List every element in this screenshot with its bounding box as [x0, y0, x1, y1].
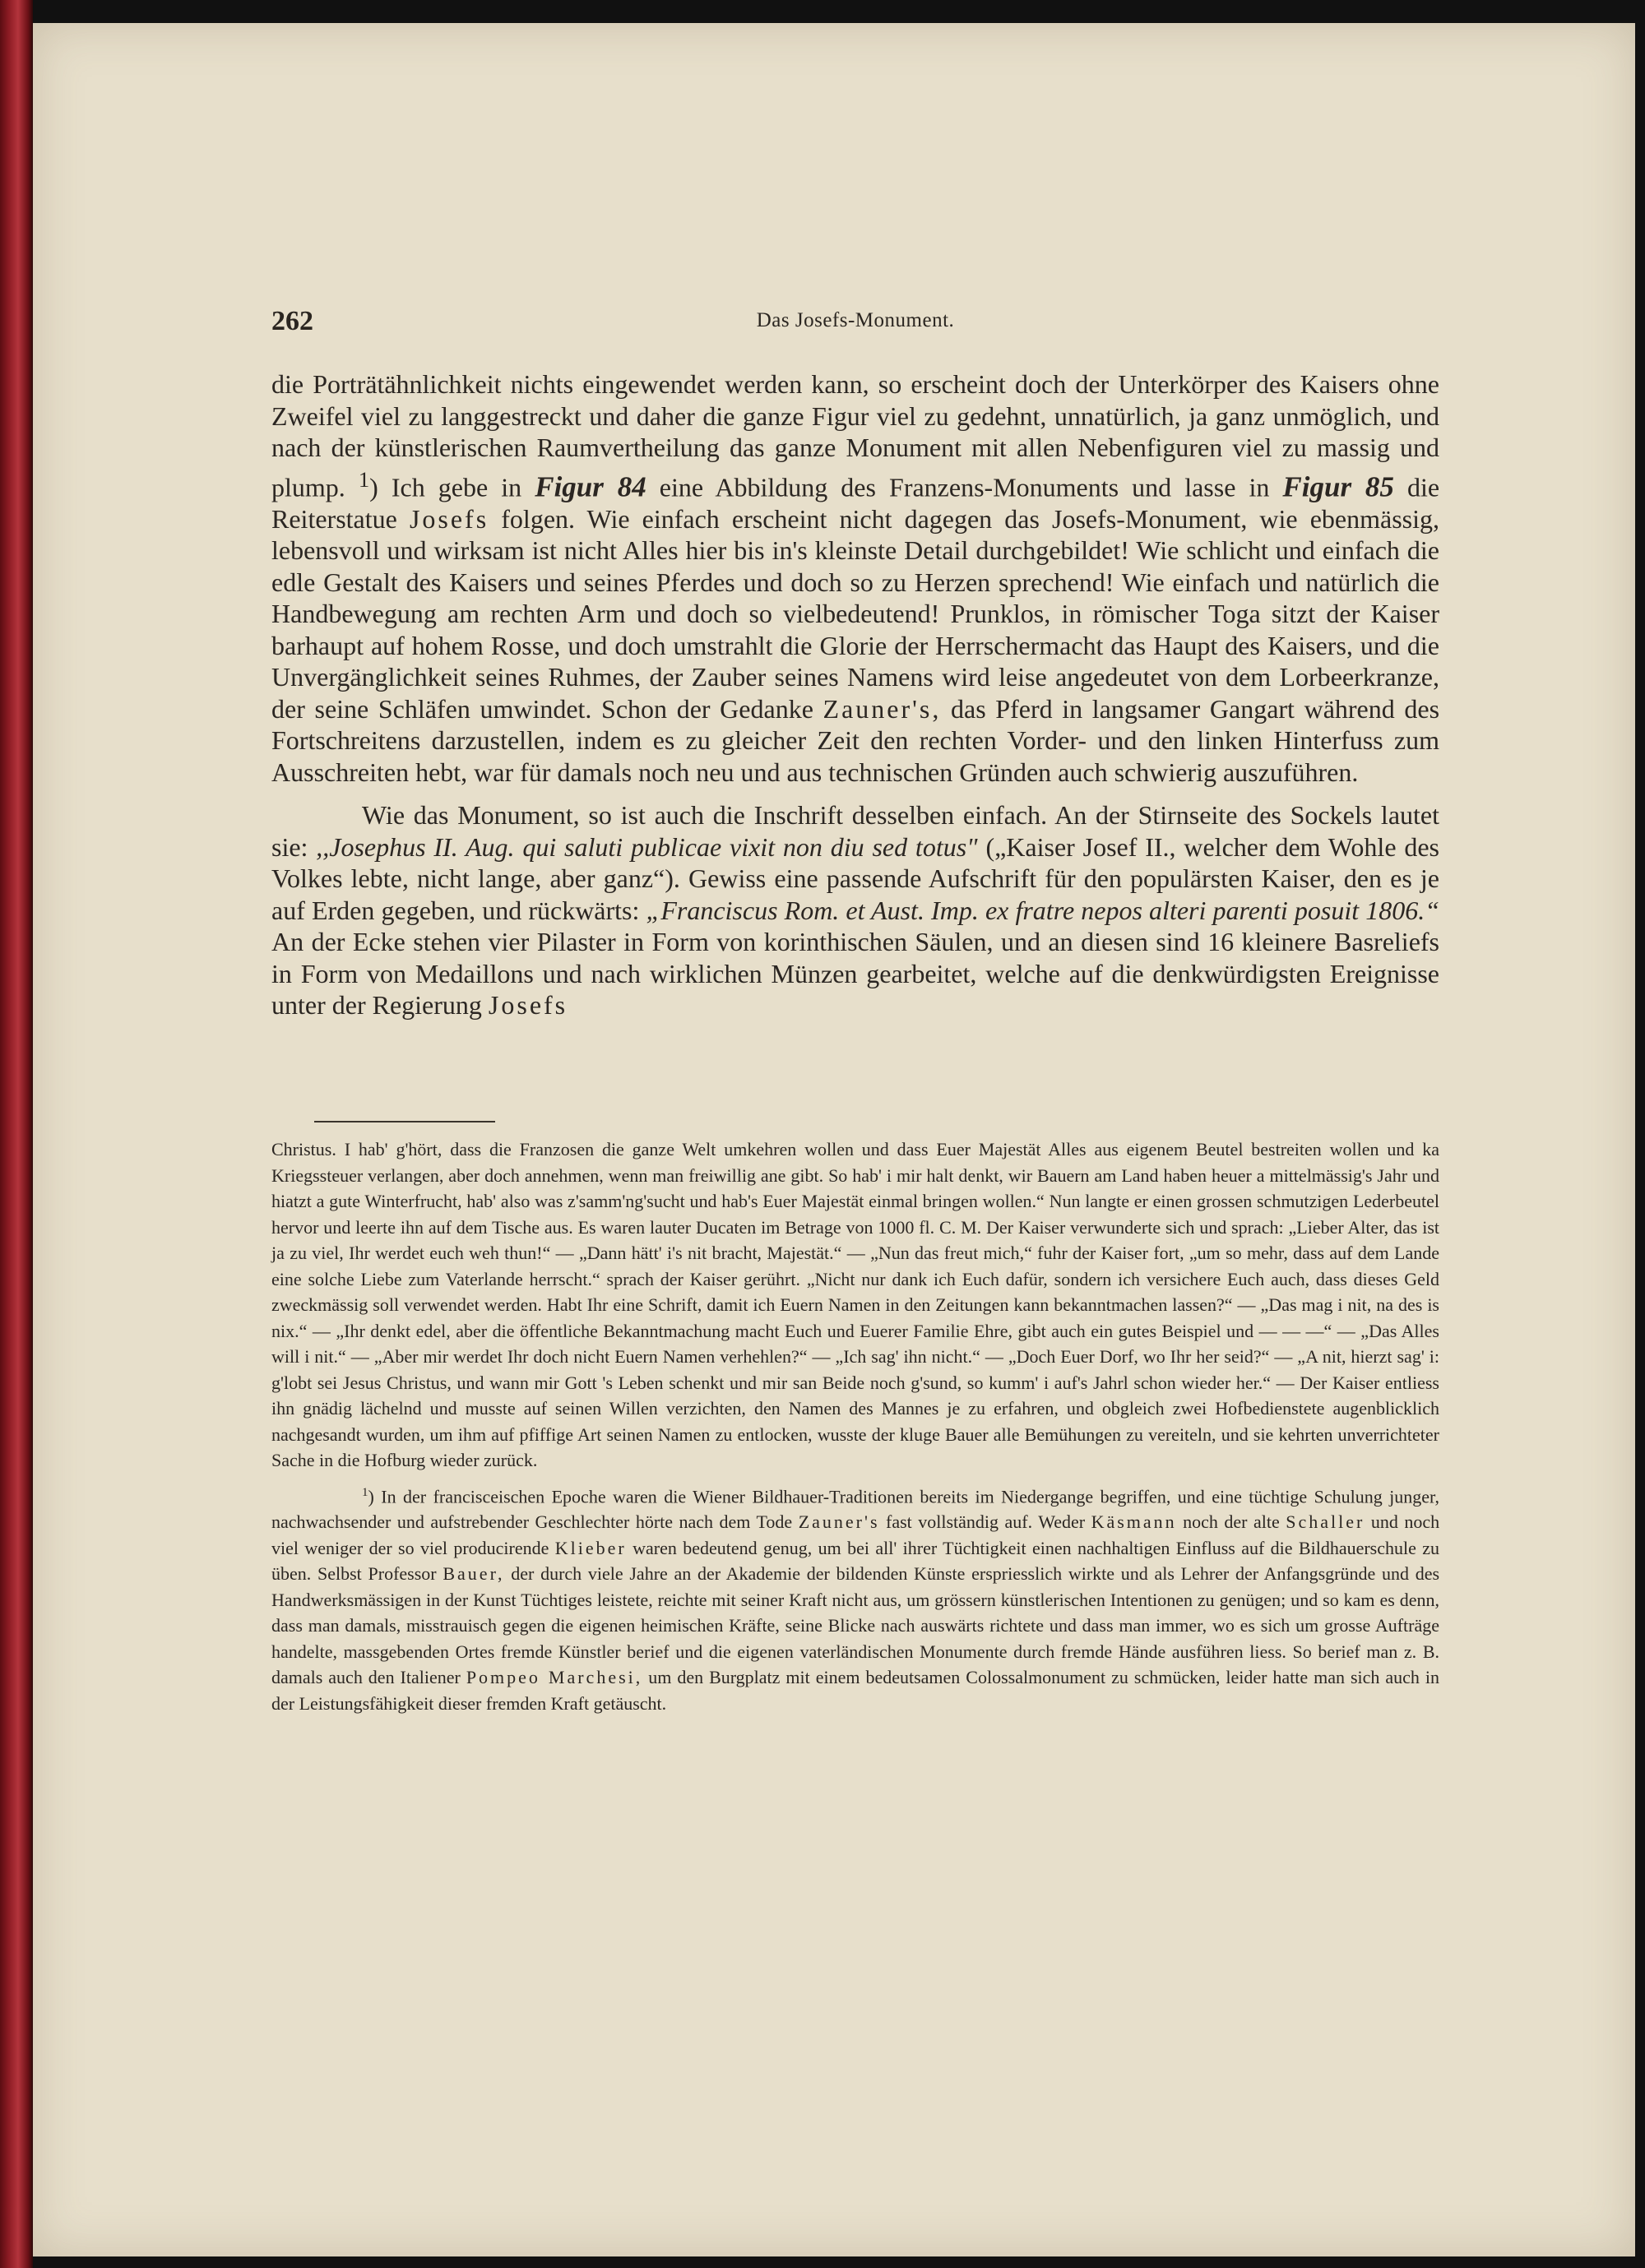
paragraph-1 — [271, 368, 1439, 788]
page-number: 262 — [271, 306, 313, 336]
text-run: das Pferd in langsamer Gangart während des Fortschreitens darzustellen, indem es zu gleicher Zeit den rechten Vorder- und den linken Hinterfuss zum Ausschreiten hebt, war für damals noch neu und aus technischen Gründen auch schwierig auszuführen. — [271, 693, 1440, 787]
spaced-name: Klieber — [554, 1537, 627, 1558]
text-run: An der Ecke stehen vier Pilaster in Form von korinthischen Säulen, und an diesen sind 16 kleinere Basreliefs in Form von Medaillons und nach wirklichen Münzen gearbeitet, welche auf die denkwürdigsten Ereignisse unter der Regierung — [271, 927, 1439, 1021]
footnote-1 — [271, 1480, 1439, 1717]
text-run: eine Abbildung des Franzens-Monuments und lasse in — [659, 472, 1270, 502]
text-run: die Porträtähnlichkeit nichts eingewendet werden kann, so erscheint doch der Unterkörper des Kaisers ohne Zweifel viel zu langgestreckt und daher die ganze Figur viel zu gedehnt, unnatürlich, ja ganz unmöglich, und nach der künstlerischen Raumvertheilung das ganze Monument mit allen Nebenfiguren viel zu massig und plump. — [271, 369, 1439, 502]
footnote-marker: 1 — [362, 1485, 368, 1499]
text-run: folgen. Wie einfach erscheint nicht dagegen das Josefs-Monument, wie ebenmässig, lebensvoll und wirksam ist nicht Alles hier bis in's kleinste Detail durchgebildet! Wie schlicht und einfach die edle Gestalt des Kaisers und seines Pferdes und doch so zu Herzen sprechend! Wie einfach und natürlich die Handbewegung am rechten Arm und doch so vielbedeutend! Prunklos, in römischer Toga sitzt der Kaiser barhaupt auf hohem Rosse, und doch umstrahlt die Glorie der Herrschermacht das Haupt des Kaisers, und die Unvergänglichkeit seines Ruhmes, der Zauber seines Namens wird leise angedeutet von dem Lorbeerkranze, der seine Schläfen umwindet. Schon der Gedanke — [271, 503, 1440, 724]
text-run: die Reiterstatue — [271, 472, 1440, 534]
footnote-divider — [314, 1121, 495, 1122]
running-title: Das Josefs-Monument. — [756, 309, 955, 331]
text-run: Wie das Monument, so ist auch die Inschrift desselben einfach. An der Stirnseite des Sockels lautet sie: — [271, 800, 1439, 862]
paragraph-2 — [271, 799, 1439, 1021]
text-run: ) In der francisceischen Epoche waren die Wiener Bildhauer-Traditionen bereits im Niedergange begriffen, und eine tüchtige Schulung junger, nachwachsender und aufstrebender Geschlechter hörte nach dem Tode — [271, 1485, 1439, 1533]
book-binding-edge — [0, 0, 33, 2268]
spaced-name: Zauner's, — [822, 693, 942, 724]
text-run: ) Ich gebe in — [369, 472, 522, 502]
spaced-name: Schaller — [1286, 1511, 1365, 1533]
footnote-continued: Christus. I hab' g'hört, dass die Franzosen die ganze Welt umkehren wollen und dass Euer Majestät Alles aus eigenem Beutel bestreiten wollen und ka Kriegssteuer verlangen, aber doch annehmen, wenn man freiwillig ane gibt. So hab' i mir halt denkt, wir Bauern am Land haben heuer a mittelmässig's Jahr und hiatzt a gute Winterfrucht, hab' also was z'samm'ng'sucht und hab's Euer Majestät einmal bringen wollen.“ Nun langte er einen grossen schmutzigen Lederbeutel hervor und leerte ihn auf dem Tische aus. Es waren lauter Ducaten im Betrage von 1000 fl. C. M. Der Kaiser verwunderte sich und sprach: „Lieber Alter, das ist ja zu viel, Ihr werdet euch weh thun!“ — „Dann hätt' i's nit bracht, Majestät.“ — „Nun das freut mich,“ fuhr der Kaiser fort, „um so mehr, dass auf dem Lande eine solche Liebe zum Vaterlande herrscht.“ sprach der Kaiser gerührt. „Nicht nur dank ich Euch dafür, sondern ich versichere Euch auch, dass dieses Geld zweckmässig soll verwendet werden. Habt Ihr eine Schrift, damit ich Euern Namen in den Zeitungen kann bekanntmachen lassen?“ — „Das mag i nit, na des is nix.“ — „Ihr denkt edel, aber die öffentliche Bekanntmachung macht Euch und Euerer Familie Ehre, gibt auch ein gutes Beispiel und — — —“ — „Das Alles will i nit.“ — „Aber mir werdet Ihr doch nicht Euern Namen verhehlen?“ — „Ich sag' ihn nicht.“ — „Doch Euer Dorf, wo Ihr her seid?“ — „A nit, hierzt sag' i: g'lobt sei Jesus Christus, und wann mir Gott 's Leben schenkt und mir san Beide noch g'sund, so kumm' i auf's Jahrl schon wieder her.“ — Der Kaiser entliess ihn gnädig lächelnd und musste auf seinen Willen verzichten, den Namen des Mannes je zu erfahren, und obgleich zwei Hofbedienstete augenblicklich nachgesandt wurden, um ihm auf pfiffige Art seinen Namen zu entlocken, wusste der kluge Bauer alle Bemühungen zu vereiteln, und sie kehrten unverrichteter Sache in die Hofburg wieder zurück. — [271, 1139, 1439, 1470]
footnotes — [271, 1136, 1439, 1716]
spaced-name: Bauer, — [443, 1563, 505, 1585]
spaced-name: Pompeo Marchesi, — [466, 1667, 643, 1688]
text-run: um den Burgplatz mit einem bedeutsamen Colossalmonument zu schmücken, leider hatte man sich auch in der Leistungsfähigkeit dieser fremden Kraft getäuscht. — [271, 1667, 1440, 1714]
text-run: und noch viel weniger der so viel producirende — [271, 1511, 1440, 1558]
inscription-front: ,,Josephus II. Aug. qui saluti publicae vixit non diu sed totus" — [316, 831, 978, 862]
spaced-name: Josefs — [488, 990, 568, 1021]
main-text — [271, 368, 1439, 1021]
text-run: waren bedeutend genug, um bei all' ihrer Tüchtigkeit einen nachhaltigen Einfluss auf die Bildhauerschule zu üben. Selbst Professor — [271, 1537, 1440, 1585]
footnote-ref: 1 — [358, 466, 370, 492]
inscription-back: „Franciscus Rom. et Aust. Imp. ex fratre nepos alteri parenti posuit 1806.“ — [646, 895, 1440, 925]
page-header — [271, 306, 1439, 347]
text-run: fast vollständig auf. Weder — [886, 1511, 1086, 1533]
text-run: der durch viele Jahre an der Akademie der bildenden Künste erspriesslich wirkte und als Lehrer der Anfangsgründe und des Handwerksmässigen in der Kunst Tüchtiges leistete, reichte mit seiner Kraft nicht aus, um grössern künstlerischen Intentionen zu genügen; und so kam es denn, dass man damals, misstrauisch gegen die eigenen heimischen Kräfte, seine Blicke nach auswärts richtete und dass man immer, wo es sich um grosse Aufträge handelte, massgebenden Ortes fremde Künstler berief und die eigenen vaterländischen Monumente durch fremde Hände ausführen liess. So berief man z. B. damals auch den Italiener — [271, 1563, 1440, 1688]
spaced-name: Josefs — [409, 503, 489, 534]
figure-ref-84: Figur 84 — [535, 470, 646, 503]
text-run: noch der alte — [1183, 1511, 1280, 1533]
text-run: („Kaiser Josef II., welcher dem Wohle des Volkes lebte, nicht lange, aber ganz“). Gewiss eine passende Aufschrift für den populärsten Kaiser, den es je auf Erden gegeben, und rückwärts: — [271, 831, 1440, 925]
spaced-name: Zauner's — [798, 1511, 880, 1533]
figure-ref-85: Figur 85 — [1282, 470, 1394, 503]
spaced-name: Käsmann — [1091, 1511, 1177, 1533]
